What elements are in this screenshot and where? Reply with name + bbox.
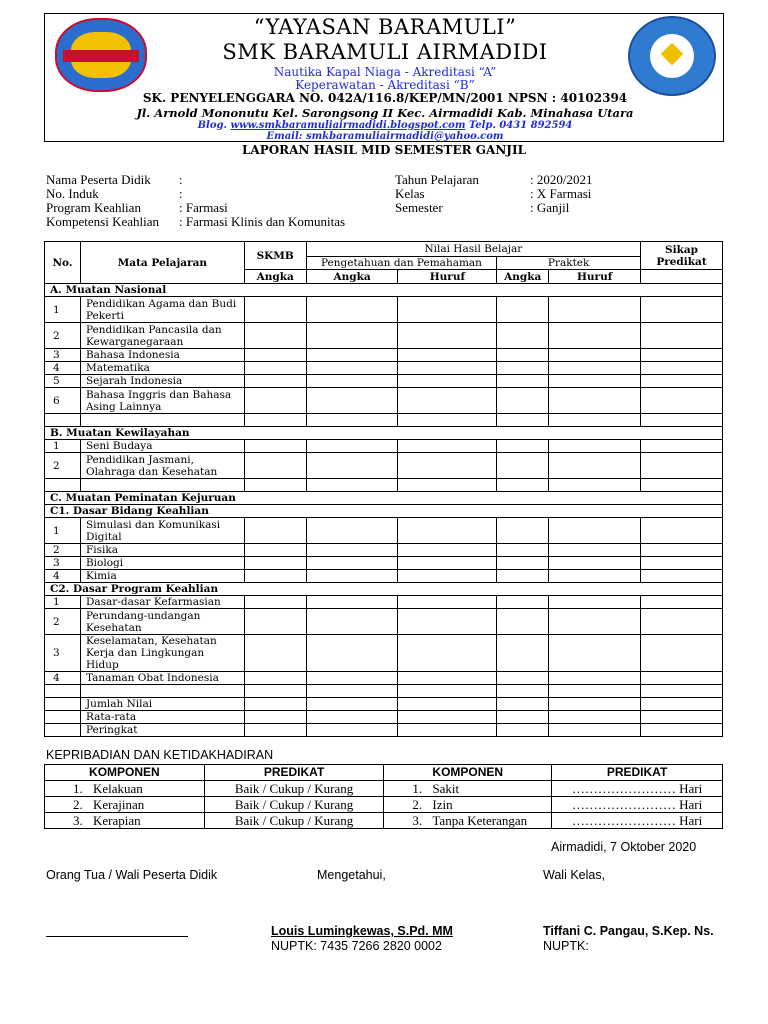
grades-table xyxy=(44,241,723,737)
section-b-header: B. Muatan Kewilayahan xyxy=(45,427,723,440)
table-row xyxy=(45,440,723,453)
component-name: Kerapian xyxy=(93,813,141,828)
grade-cell xyxy=(244,635,306,672)
semester-value: : Ganjil xyxy=(530,200,570,215)
table-row xyxy=(45,375,723,388)
table-row xyxy=(45,557,723,570)
personality-row xyxy=(45,813,723,829)
absence-number: 3. xyxy=(412,813,423,828)
grade-cell xyxy=(80,414,244,427)
grade-cell xyxy=(497,609,549,635)
table-row xyxy=(45,635,723,672)
absence-days: …………………… Hari xyxy=(571,781,703,796)
grade-cell xyxy=(398,711,497,724)
average-label: Rata-rata xyxy=(80,711,244,724)
grade-cell xyxy=(641,557,723,570)
subject-name: Keselamatan, Kesehatan Kerja dan Lingkungan Hidup xyxy=(80,635,244,672)
table-row xyxy=(45,596,723,609)
grade-cell xyxy=(306,609,398,635)
grade-cell xyxy=(306,711,398,724)
program-label: Program Keahlian xyxy=(46,200,141,215)
component-cell xyxy=(45,813,205,829)
grade-cell xyxy=(244,323,306,349)
table-row xyxy=(45,544,723,557)
grade-cell xyxy=(497,596,549,609)
blank-row xyxy=(45,685,723,698)
school-address: Jl. Arnold Mononutu Kel. Sarongsong II Kec. Airmadidi Kab. Minahasa Utara xyxy=(136,106,634,120)
grade-cell xyxy=(641,414,723,427)
principal-nuptk: NUPTK: 7435 7266 2820 0002 xyxy=(271,939,442,953)
grade-cell xyxy=(398,685,497,698)
section-c1-header: C1. Dasar Bidang Keahlian xyxy=(45,505,723,518)
personality-row xyxy=(45,797,723,813)
absence-cell xyxy=(384,813,552,829)
grade-cell xyxy=(497,440,549,453)
header-component-right: KOMPONEN xyxy=(384,765,552,781)
grade-cell xyxy=(306,724,398,737)
grade-cell xyxy=(549,698,641,711)
grade-cell xyxy=(549,544,641,557)
grade-cell xyxy=(306,518,398,544)
absence-days: …………………… Hari xyxy=(571,813,703,828)
summary-no-cell xyxy=(45,724,81,737)
grade-cell xyxy=(641,440,723,453)
sk-npsn-line: SK. PENYELENGGARA NO. 042A/116.8/KEP/MN/2001 NPSN : 40102394 xyxy=(142,91,628,105)
header-sikap: Sikap Predikat xyxy=(641,242,723,270)
grade-cell xyxy=(549,518,641,544)
grade-cell xyxy=(641,609,723,635)
header-component-left: KOMPONEN xyxy=(45,765,205,781)
grade-cell xyxy=(398,362,497,375)
header-subject: Mata Pelajaran xyxy=(80,242,244,284)
row-number: 5 xyxy=(45,375,81,388)
grade-cell xyxy=(497,388,549,414)
grade-cell xyxy=(549,479,641,492)
grade-cell xyxy=(398,414,497,427)
absence-days: …………………… Hari xyxy=(571,797,703,812)
subject-name: Dasar-dasar Kefarmasian xyxy=(80,596,244,609)
induk-value: : xyxy=(179,186,183,201)
grade-cell xyxy=(497,711,549,724)
row-number: 3 xyxy=(45,635,81,672)
predicate-options: Baik / Cukup / Kurang xyxy=(234,813,354,828)
personality-row xyxy=(45,781,723,797)
grade-cell xyxy=(549,323,641,349)
summary-no-cell xyxy=(45,698,81,711)
subject-name: Pendidikan Jasmani, Olahraga dan Kesehatan xyxy=(80,453,244,479)
parent-signature-line xyxy=(46,936,188,937)
component-cell xyxy=(45,781,205,797)
component-name: Kelakuan xyxy=(93,781,143,796)
absence-cell xyxy=(384,781,552,797)
grade-cell xyxy=(244,375,306,388)
grade-cell xyxy=(306,297,398,323)
grade-cell xyxy=(398,635,497,672)
grade-cell xyxy=(641,518,723,544)
header-praktek-huruf: Huruf xyxy=(549,270,641,284)
row-number: 4 xyxy=(45,362,81,375)
total-score-label: Jumlah Nilai xyxy=(80,698,244,711)
table-row xyxy=(45,349,723,362)
grade-cell xyxy=(244,414,306,427)
table-row xyxy=(45,518,723,544)
row-number: 1 xyxy=(45,297,81,323)
grade-cell xyxy=(641,672,723,685)
grade-cell xyxy=(244,453,306,479)
grade-cell xyxy=(641,479,723,492)
grade-cell xyxy=(497,518,549,544)
place-date: Airmadidi, 7 Oktober 2020 xyxy=(551,840,697,854)
subject-name: Pendidikan Agama dan Budi Pekerti xyxy=(80,297,244,323)
subject-name: Seni Budaya xyxy=(80,440,244,453)
summary-no-cell xyxy=(45,711,81,724)
name-label: Nama Peserta Didik xyxy=(46,172,151,187)
grade-cell xyxy=(306,544,398,557)
header-no: No. xyxy=(45,242,81,284)
grade-cell xyxy=(497,635,549,672)
header-nilai: Nilai Hasil Belajar xyxy=(306,242,640,257)
grade-cell xyxy=(306,323,398,349)
grade-cell xyxy=(549,557,641,570)
row-number: 6 xyxy=(45,388,81,414)
row-number: 4 xyxy=(45,672,81,685)
predicate-options: Baik / Cukup / Kurang xyxy=(234,781,354,796)
grade-cell xyxy=(306,570,398,583)
grade-cell xyxy=(45,479,81,492)
grade-cell xyxy=(497,297,549,323)
grade-cell xyxy=(306,698,398,711)
contact-line xyxy=(45,120,725,131)
grade-cell xyxy=(398,453,497,479)
row-number: 2 xyxy=(45,544,81,557)
grade-cell xyxy=(497,570,549,583)
grade-cell xyxy=(641,711,723,724)
personality-table xyxy=(44,764,723,829)
table-row xyxy=(45,609,723,635)
grade-cell xyxy=(641,685,723,698)
predicate-options: Baik / Cukup / Kurang xyxy=(234,797,354,812)
grade-cell xyxy=(244,596,306,609)
grade-cell xyxy=(549,711,641,724)
days-cell xyxy=(552,797,723,813)
homeroom-label: Wali Kelas, xyxy=(543,868,606,882)
grade-cell xyxy=(641,375,723,388)
grade-cell xyxy=(549,596,641,609)
competency-value: : Farmasi Klinis dan Komunitas xyxy=(179,214,346,229)
grade-cell xyxy=(549,724,641,737)
blog-label: Blog. xyxy=(197,120,227,131)
predicate-cell xyxy=(204,813,384,829)
component-number: 1. xyxy=(73,781,83,796)
grade-cell xyxy=(80,479,244,492)
school-name: SMK BARAMULI AIRMADIDI xyxy=(222,40,548,64)
header-praktek-angka: Angka xyxy=(497,270,549,284)
grade-cell xyxy=(497,349,549,362)
grade-cell xyxy=(641,635,723,672)
component-cell xyxy=(45,797,205,813)
header-praktek: Praktek xyxy=(497,257,641,270)
subject-name: Kimia xyxy=(80,570,244,583)
grade-cell xyxy=(244,609,306,635)
grade-cell xyxy=(398,323,497,349)
email-address: Email: smkbaramuliairmadidi@yahoo.com xyxy=(266,131,504,142)
grade-cell xyxy=(306,440,398,453)
grade-cell xyxy=(306,596,398,609)
table-row xyxy=(45,362,723,375)
section-c2-header: C2. Dasar Program Keahlian xyxy=(45,583,723,596)
grade-cell xyxy=(244,672,306,685)
subject-name: Tanaman Obat Indonesia xyxy=(80,672,244,685)
grade-cell xyxy=(497,362,549,375)
grade-cell xyxy=(497,672,549,685)
grade-cell xyxy=(244,518,306,544)
grade-cell xyxy=(244,698,306,711)
subject-name: Fisika xyxy=(80,544,244,557)
grade-cell xyxy=(306,557,398,570)
grade-cell xyxy=(306,672,398,685)
subject-name: Simulasi dan Komunikasi Digital xyxy=(80,518,244,544)
grade-cell xyxy=(641,297,723,323)
absence-cell xyxy=(384,797,552,813)
days-cell xyxy=(552,813,723,829)
class-value: : X Farmasi xyxy=(530,186,592,201)
parent-label: Orang Tua / Wali Peserta Didik xyxy=(46,868,218,882)
component-number: 2. xyxy=(73,797,83,812)
table-row xyxy=(45,323,723,349)
grade-cell xyxy=(641,349,723,362)
grade-cell xyxy=(641,323,723,349)
subject-name: Sejarah Indonesia xyxy=(80,375,244,388)
teacher-name: Tiffani C. Pangau, S.Kep. Ns. xyxy=(543,924,714,938)
row-number: 3 xyxy=(45,557,81,570)
row-number: 3 xyxy=(45,349,81,362)
grade-cell xyxy=(497,685,549,698)
row-number: 2 xyxy=(45,609,81,635)
grade-cell xyxy=(244,557,306,570)
grade-cell xyxy=(244,479,306,492)
grade-cell xyxy=(549,609,641,635)
grade-cell xyxy=(244,544,306,557)
table-row xyxy=(45,453,723,479)
grade-cell xyxy=(497,557,549,570)
header-predicate-left: PREDIKAT xyxy=(204,765,384,781)
grade-cell xyxy=(244,440,306,453)
grade-cell xyxy=(398,557,497,570)
blank-row xyxy=(45,414,723,427)
grade-cell xyxy=(306,453,398,479)
year-value: : 2020/2021 xyxy=(530,172,593,187)
principal-name: Louis Lumingkewas, S.Pd. MM xyxy=(271,924,453,938)
phone-number: Telp. 0431 892594 xyxy=(468,120,573,131)
program-value: : Farmasi xyxy=(179,200,228,215)
subject-name: Matematika xyxy=(80,362,244,375)
grade-cell xyxy=(398,518,497,544)
grade-cell xyxy=(45,414,81,427)
letterhead xyxy=(44,13,724,142)
grade-cell xyxy=(398,297,497,323)
grade-cell xyxy=(398,544,497,557)
grade-cell xyxy=(641,453,723,479)
induk-label: No. Induk xyxy=(46,186,99,201)
table-row xyxy=(45,388,723,414)
grade-cell xyxy=(641,388,723,414)
grade-cell xyxy=(497,544,549,557)
subject-name: Bahasa Inggris dan Bahasa Asing Lainnya xyxy=(80,388,244,414)
grade-cell xyxy=(80,685,244,698)
grade-cell xyxy=(641,570,723,583)
grade-cell xyxy=(398,724,497,737)
grade-cell xyxy=(549,440,641,453)
row-number: 1 xyxy=(45,518,81,544)
predicate-cell xyxy=(204,781,384,797)
grade-cell xyxy=(497,479,549,492)
table-row xyxy=(45,297,723,323)
days-cell xyxy=(552,781,723,797)
row-number: 1 xyxy=(45,440,81,453)
grade-cell xyxy=(398,570,497,583)
grade-cell xyxy=(244,711,306,724)
grade-cell xyxy=(549,570,641,583)
grade-cell xyxy=(641,698,723,711)
grade-cell xyxy=(497,414,549,427)
absence-type: Tanpa Keterangan xyxy=(432,813,528,828)
subject-name: Bahasa Indonesia xyxy=(80,349,244,362)
grade-cell xyxy=(398,375,497,388)
grade-cell xyxy=(398,672,497,685)
subject-name: Pendidikan Pancasila dan Kewarganegaraan xyxy=(80,323,244,349)
table-row xyxy=(45,672,723,685)
year-label: Tahun Pelajaran xyxy=(395,172,479,187)
teacher-nuptk: NUPTK: xyxy=(543,939,589,953)
absence-number: 1. xyxy=(412,781,423,796)
grade-cell xyxy=(641,724,723,737)
personality-title: KEPRIBADIAN DAN KETIDAKHADIRAN xyxy=(46,748,274,762)
grade-cell xyxy=(549,297,641,323)
grade-cell xyxy=(306,635,398,672)
absence-type: Izin xyxy=(432,797,453,812)
grade-cell xyxy=(306,349,398,362)
grade-cell xyxy=(549,453,641,479)
grade-cell xyxy=(398,440,497,453)
header-skmb: SKMB xyxy=(244,242,306,270)
report-title: LAPORAN HASIL MID SEMESTER GANJIL xyxy=(241,143,527,157)
component-number: 3. xyxy=(73,813,83,828)
header-predicate-right: PREDIKAT xyxy=(552,765,723,781)
grade-cell xyxy=(306,375,398,388)
name-value: : xyxy=(179,172,183,187)
component-name: Kerajinan xyxy=(93,797,145,812)
grade-cell xyxy=(497,724,549,737)
absence-type: Sakit xyxy=(432,781,460,796)
header-pengetahuan-huruf: Huruf xyxy=(398,270,497,284)
grade-cell xyxy=(641,362,723,375)
grade-cell xyxy=(497,323,549,349)
semester-label: Semester xyxy=(395,200,443,215)
grade-cell xyxy=(398,698,497,711)
accreditation-nautika: Nautika Kapal Niaga - Akreditasi “A” xyxy=(273,65,497,79)
grade-cell xyxy=(641,596,723,609)
row-number: 4 xyxy=(45,570,81,583)
competency-label: Kompetensi Keahlian xyxy=(46,214,159,229)
section-a-header: A. Muatan Nasional xyxy=(45,284,723,297)
grade-cell xyxy=(244,724,306,737)
grade-cell xyxy=(549,362,641,375)
section-c-header: C. Muatan Peminatan Kejuruan xyxy=(45,492,723,505)
grade-cell xyxy=(244,570,306,583)
grade-cell xyxy=(306,414,398,427)
header-sikap-blank xyxy=(641,270,723,284)
foundation-name: “YAYASAN BARAMULI” xyxy=(253,15,517,39)
grade-cell xyxy=(549,414,641,427)
rank-label: Peringkat xyxy=(80,724,244,737)
grade-cell xyxy=(244,362,306,375)
grade-cell xyxy=(244,388,306,414)
grade-cell xyxy=(497,453,549,479)
grade-cell xyxy=(549,672,641,685)
row-number: 2 xyxy=(45,323,81,349)
grade-cell xyxy=(549,388,641,414)
grade-cell xyxy=(45,685,81,698)
grade-cell xyxy=(398,596,497,609)
acknowledge-label: Mengetahui, xyxy=(317,868,386,882)
grade-cell xyxy=(244,349,306,362)
grade-cell xyxy=(244,685,306,698)
grade-cell xyxy=(497,375,549,388)
grade-cell xyxy=(549,375,641,388)
header-skmb-angka: Angka xyxy=(244,270,306,284)
grade-cell xyxy=(641,544,723,557)
blank-row xyxy=(45,479,723,492)
grade-cell xyxy=(549,349,641,362)
grade-cell xyxy=(398,609,497,635)
row-number: 2 xyxy=(45,453,81,479)
class-label: Kelas xyxy=(395,186,425,201)
subject-name: Perundang-undangan Kesehatan xyxy=(80,609,244,635)
subject-name: Biologi xyxy=(80,557,244,570)
grade-cell xyxy=(306,388,398,414)
grade-cell xyxy=(306,479,398,492)
grade-cell xyxy=(497,698,549,711)
header-pengetahuan-angka: Angka xyxy=(306,270,398,284)
grade-cell xyxy=(398,388,497,414)
grade-cell xyxy=(549,685,641,698)
grade-cell xyxy=(244,297,306,323)
absence-number: 2. xyxy=(412,797,423,812)
grade-cell xyxy=(306,685,398,698)
predicate-cell xyxy=(204,797,384,813)
grade-cell xyxy=(549,635,641,672)
grade-cell xyxy=(398,479,497,492)
accreditation-keperawatan: Keperawatan - Akreditasi “B” xyxy=(295,78,475,92)
table-row xyxy=(45,570,723,583)
grade-cell xyxy=(398,349,497,362)
blog-link[interactable]: www.smkbaramuliairmadidi.blogspot.com xyxy=(230,120,466,131)
row-number: 1 xyxy=(45,596,81,609)
header-pengetahuan: Pengetahuan dan Pemahaman xyxy=(306,257,497,270)
grade-cell xyxy=(306,362,398,375)
